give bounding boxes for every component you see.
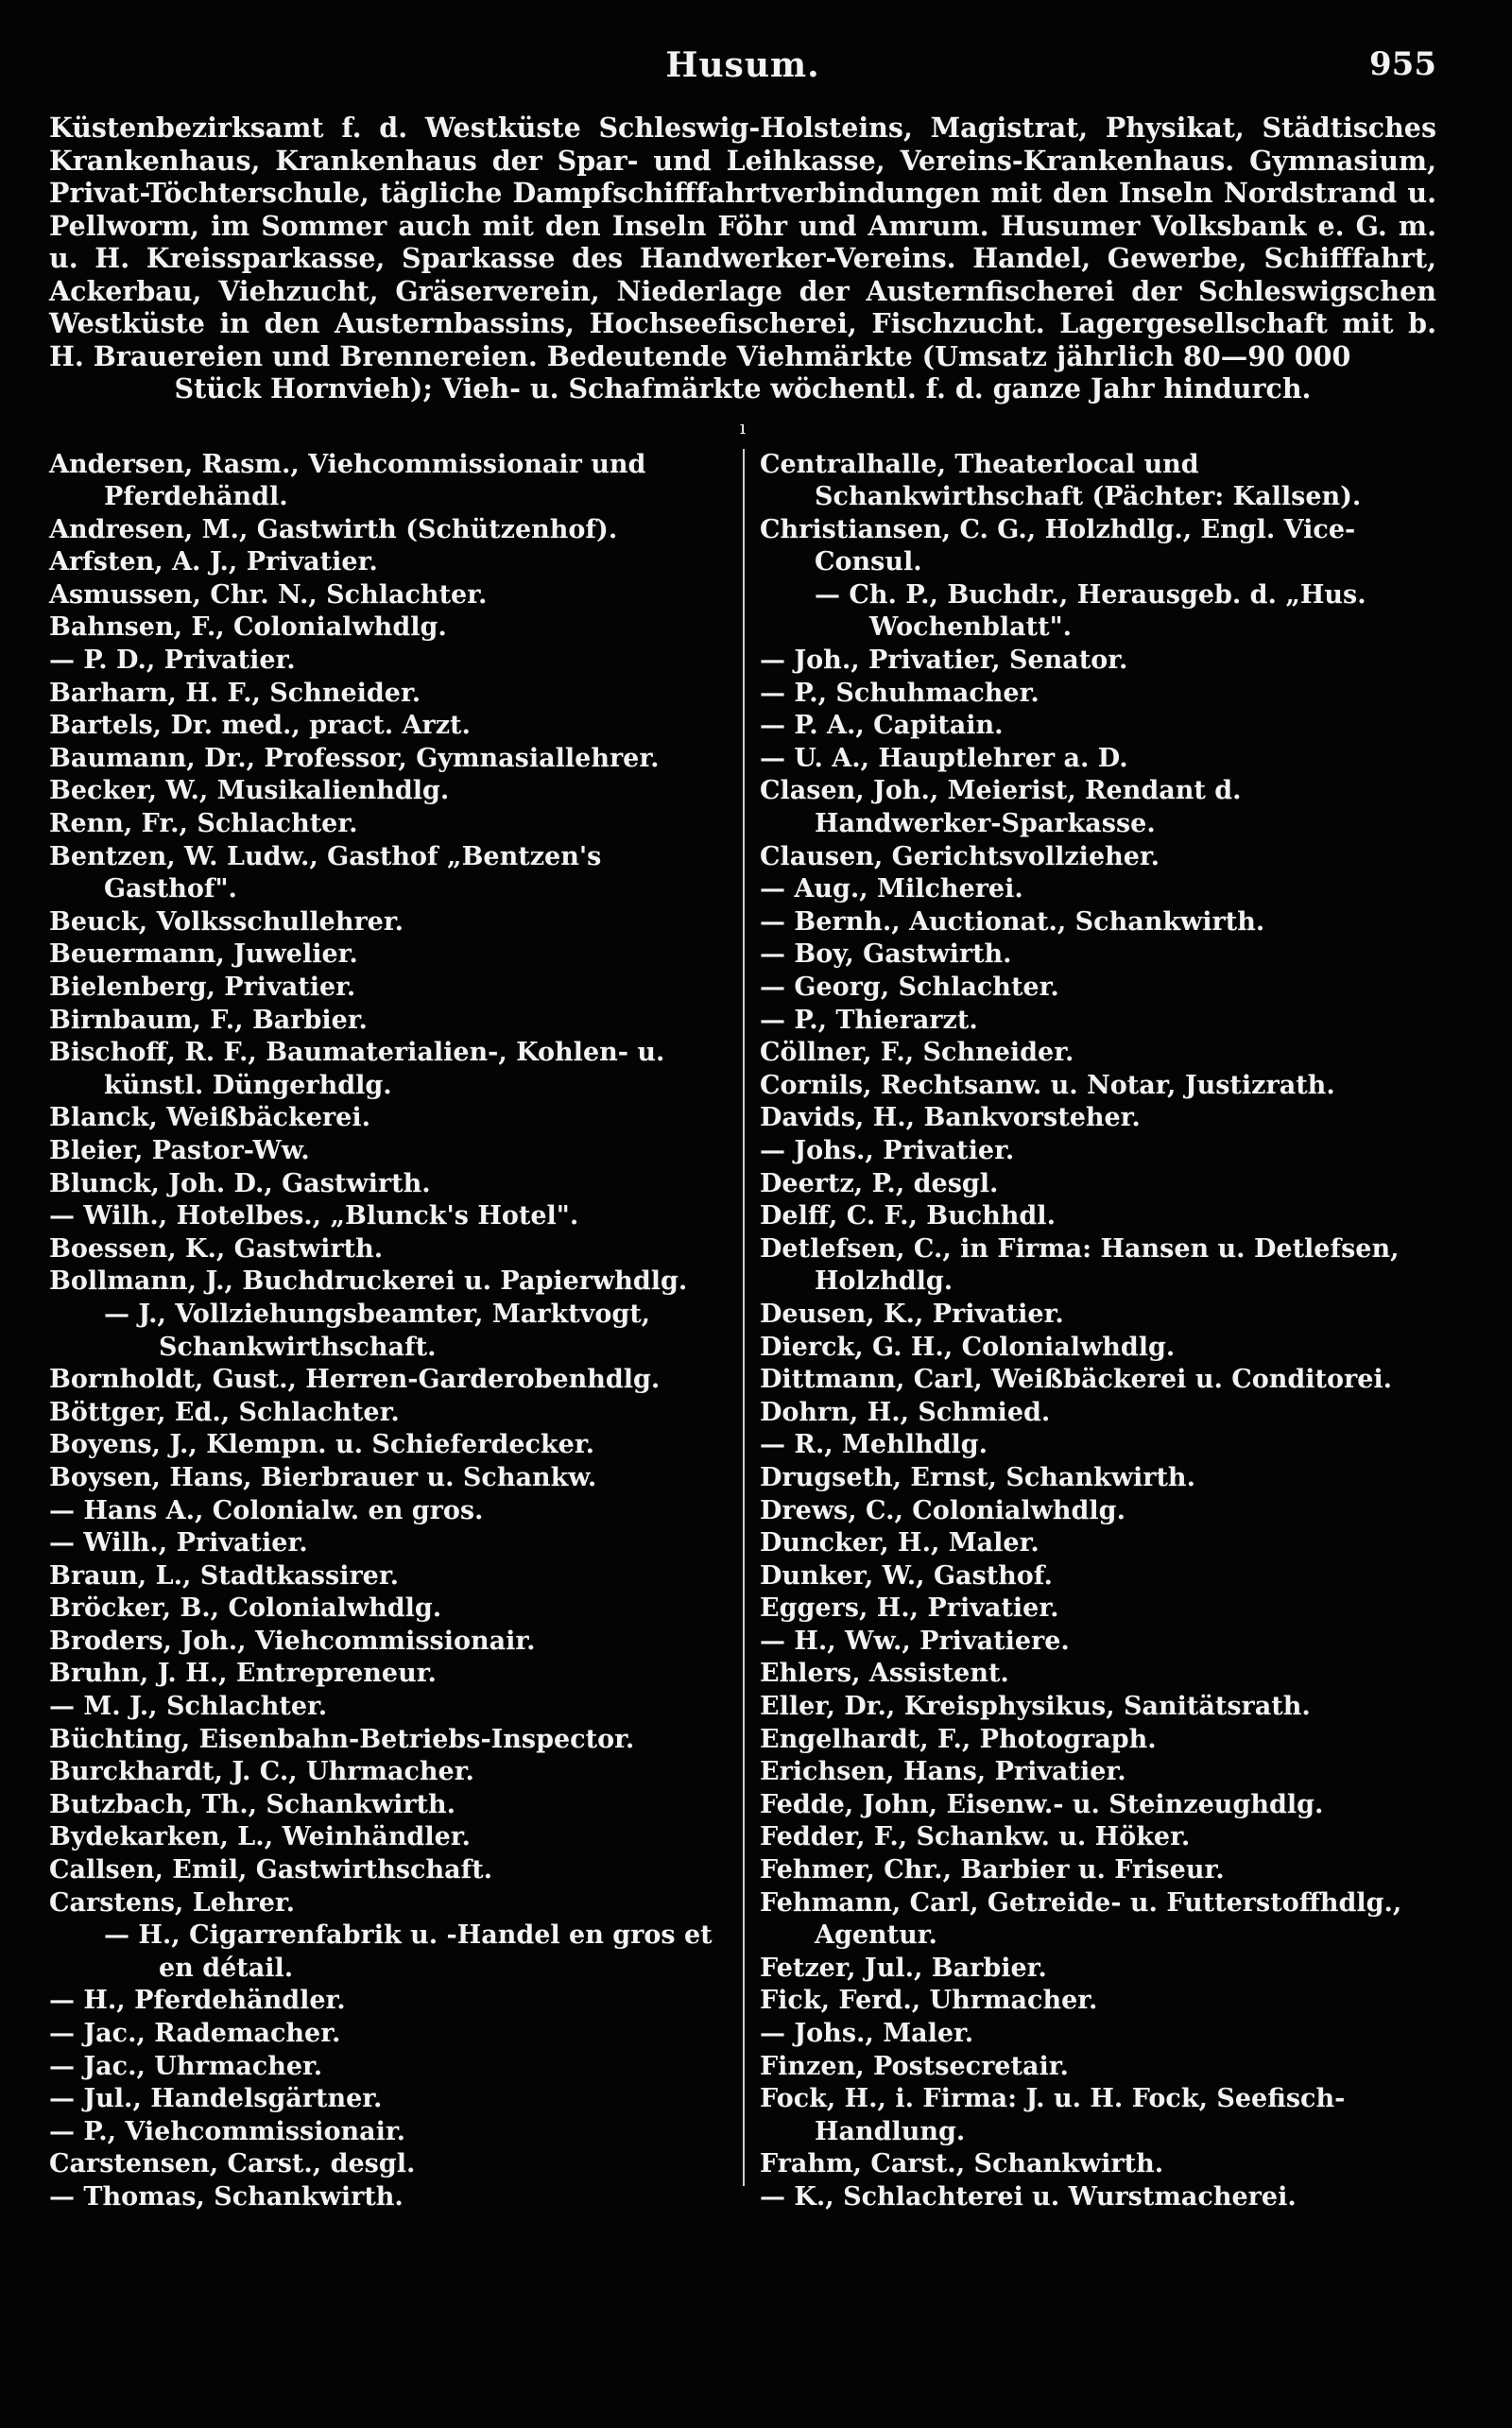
directory-entry: Birnbaum, F., Barbier. <box>49 1005 368 1035</box>
directory-entry: — Johs., Maler. <box>760 2019 974 2048</box>
directory-entry: — Jac., Uhrmacher. <box>49 2051 323 2081</box>
directory-entry: Fock, H., i. Firma: J. u. H. Fock, Seefisch-Handlung. <box>760 2084 1346 2146</box>
directory-entry: Fehmer, Chr., Barbier u. Friseur. <box>760 1855 1225 1886</box>
town-description <box>49 112 1436 405</box>
directory-entry: Bielenberg, Privatier. <box>49 973 356 1002</box>
directory-entry: Dittmann, Carl, Weißbäckerei u. Conditorei. <box>760 1365 1393 1395</box>
directory-entry: Butzbach, Th., Schankwirth. <box>49 1789 456 1819</box>
directory-entry: Deertz, P., desgl. <box>760 1168 999 1198</box>
directory-entry: — Aug., Milcherei. <box>760 874 1023 904</box>
directory-entry: Dunker, W., Gasthof. <box>760 1560 1053 1591</box>
directory-entry: Broders, Joh., Viehcommissionair. <box>49 1626 536 1656</box>
directory-entry: Becker, W., Musikalienhdlg. <box>49 776 450 806</box>
directory-entry: Drews, C., Colonialwhdlg. <box>760 1495 1125 1525</box>
directory-entry: — Georg, Schlachter. <box>760 973 1059 1002</box>
directory-entry: Fedder, F., Schankw. u. Höker. <box>760 1822 1191 1852</box>
directory-entry: Baumann, Dr., Professor, Gymnasiallehrer. <box>49 743 660 773</box>
directory-entry: — Johs., Privatier. <box>760 1135 1015 1165</box>
directory-entry: Carstens, Lehrer. <box>49 1887 296 1918</box>
directory-entry: Bartels, Dr. med., pract. Arzt. <box>49 711 471 741</box>
directory-entry: Callsen, Emil, Gastwirthschaft. <box>49 1855 493 1886</box>
directory-entry: Eller, Dr., Kreisphysikus, Sanitätsrath. <box>760 1692 1311 1722</box>
directory-entry: Christiansen, C. G., Holzhdlg., Engl. Vice-Consul. <box>760 514 1356 577</box>
directory-entry: — Jul., Handelsgärtner. <box>49 2084 383 2114</box>
directory-entry: Clasen, Joh., Meierist, Rendant d. Handwerker-Sparkasse. <box>760 776 1242 839</box>
directory-entry: — H., Cigarrenfabrik u. -Handel en gros et en détail. <box>104 1920 713 1983</box>
directory-entry: Boysen, Hans, Bierbrauer u. Schankw. <box>49 1462 597 1492</box>
section-separator: ı <box>739 415 747 439</box>
directory-entry: Eggers, H., Privatier. <box>760 1593 1059 1624</box>
directory-entry: Braun, L., Stadtkassirer. <box>49 1560 400 1591</box>
directory-entry: Blanck, Weißbäckerei. <box>49 1103 370 1133</box>
directory-entry: — Joh., Privatier, Senator. <box>760 646 1128 676</box>
directory-entry: — R., Mehlhdlg. <box>760 1430 988 1460</box>
directory-entry: Finzen, Postsecretair. <box>760 2051 1069 2081</box>
directory-entry: — P., Thierarzt. <box>760 1005 978 1035</box>
directory-entry: Barharn, H. F., Schneider. <box>49 678 421 708</box>
directory-entry: Beuermann, Juwelier. <box>49 939 358 970</box>
directory-entry: — Hans A., Colonialw. en gros. <box>49 1495 484 1525</box>
directory-entry: — M. J., Schlachter. <box>49 1692 328 1722</box>
directory-entry: Bollmann, J., Buchdruckerei u. Papierwhdlg. <box>49 1266 688 1297</box>
column-divider <box>743 449 745 2186</box>
directory-entry: Bentzen, W. Ludw., Gasthof „Bentzen's Gasthof". <box>49 841 602 904</box>
directory-entry: Ehlers, Assistent. <box>760 1659 1009 1689</box>
directory-entry: Beuck, Volksschullehrer. <box>49 906 404 937</box>
directory-entry: Andresen, M., Gastwirth (Schützenhof). <box>49 514 618 544</box>
directory-entry: Cornils, Rechtsanw. u. Notar, Justizrath. <box>760 1070 1335 1100</box>
directory-entry: Fedde, John, Eisenw.- u. Steinzeughdlg. <box>760 1789 1324 1819</box>
directory-entry: Bahnsen, F., Colonialwhdlg. <box>49 612 447 643</box>
town-description-text: Küstenbezirksamt f. d. Westküste Schleswig-Holsteins, Magistrat, Physikat, Städtisches Krankenhaus, Krankenhaus der Spar- und Leihkasse, Vereins-Krankenhaus. Gymnasium, Privat-Töchterschule, tägliche Dampfschifffahrtverbindungen mit den Inseln Nordstrand u. Pellworm, im Sommer auch mit den Inseln Föhr und Amrum. Husumer Volksbank e. G. m. u. H. Kreissparkasse, Sparkasse des Handwerker-Vereins. Handel, Gewerbe, Schifffahrt, Ackerbau, Viehzucht, Gräserverein, Niederlage der Austernfischerei der Schleswigschen Westküste in den Austernbassins, Hochseefischerei, Fischzucht. Lagergesellschaft mit b. H. Brauereien und Brennereien. Bedeutende Viehmärkte (Umsatz jährlich 80—90 000 <box>49 112 1436 372</box>
directory-entry: — P. A., Capitain. <box>760 711 1004 741</box>
directory-entry: Centralhalle, Theaterlocal und Schankwirthschaft (Pächter: Kallsen). <box>760 449 1362 512</box>
directory-entry: — Bernh., Auctionat., Schankwirth. <box>760 906 1265 937</box>
directory-entry: — U. A., Hauptlehrer a. D. <box>760 743 1128 773</box>
directory-entry: Boyens, J., Klempn. u. Schieferdecker. <box>49 1430 594 1460</box>
directory-entry: Asmussen, Chr. N., Schlachter. <box>49 579 488 610</box>
directory-entry: Fetzer, Jul., Barbier. <box>760 1953 1047 1983</box>
directory-entry: Delff, C. F., Buchhdl. <box>760 1201 1056 1231</box>
town-description-last-line: Stück Hornvieh); Vieh- u. Schafmärkte wöchentl. f. d. ganze Jahr hindurch. <box>174 372 1312 405</box>
directory-entry: Fick, Ferd., Uhrmacher. <box>760 1986 1098 2016</box>
directory-entry: Dohrn, H., Schmied. <box>760 1397 1051 1427</box>
directory-entry: — Boy, Gastwirth. <box>760 939 1012 970</box>
directory-entry: — P., Schuhmacher. <box>760 678 1040 708</box>
directory-entry: Frahm, Carst., Schankwirth. <box>760 2149 1164 2179</box>
directory-entry: — K., Schlachterei u. Wurstmacherei. <box>760 2181 1297 2212</box>
directory-entry: Renn, Fr., Schlachter. <box>49 809 358 839</box>
page-number: 955 <box>1369 45 1436 83</box>
directory-entry: — P., Viehcommissionair. <box>49 2116 406 2146</box>
directory-entry: Fehmann, Carl, Getreide- u. Futterstoffhdlg., Agentur. <box>760 1887 1402 1951</box>
directory-entry: — Ch. P., Buchdr., Herausgeb. d. „Hus. Wochenblatt". <box>815 579 1366 643</box>
directory-entry: — Thomas, Schankwirth. <box>49 2181 404 2212</box>
directory-entry: Burckhardt, J. C., Uhrmacher. <box>49 1757 474 1787</box>
directory-entry: Duncker, H., Maler. <box>760 1528 1040 1558</box>
directory-entry: — Jac., Rademacher. <box>49 2019 341 2048</box>
directory-entry: Andersen, Rasm., Viehcommissionair und Pferdehändl. <box>49 449 646 512</box>
directory-entry: Bruhn, J. H., Entrepreneur. <box>49 1659 437 1689</box>
directory-entry: Büchting, Eisenbahn-Betriebs-Inspector. <box>49 1724 635 1754</box>
directory-entry: Bleier, Pastor-Ww. <box>49 1135 310 1165</box>
page-header <box>49 38 1436 98</box>
page-title: Husum. <box>665 45 820 85</box>
directory-entry: Carstensen, Carst., desgl. <box>49 2149 416 2179</box>
directory-entry: Dierck, G. H., Colonialwhdlg. <box>760 1332 1176 1362</box>
directory-entry: Bröcker, B., Colonialwhdlg. <box>49 1593 442 1624</box>
directory-entry: — Wilh., Privatier. <box>49 1528 308 1558</box>
directory-entry: — J., Vollziehungsbeamter, Marktvogt, Schankwirthschaft. <box>104 1299 651 1362</box>
directory-entry: Engelhardt, F., Photograph. <box>760 1724 1157 1754</box>
directory-entry: Bornholdt, Gust., Herren-Garderobenhdlg. <box>49 1365 661 1395</box>
directory-entry: Clausen, Gerichtsvollzieher. <box>760 841 1160 871</box>
directory-entry: Drugseth, Ernst, Schankwirth. <box>760 1462 1195 1492</box>
directory-entry: Blunck, Joh. D., Gastwirth. <box>49 1168 431 1198</box>
directory-entry: Boessen, K., Gastwirth. <box>49 1233 384 1264</box>
left-column <box>49 449 743 2214</box>
directory-entry: — Wilh., Hotelbes., „Blunck's Hotel". <box>49 1201 579 1231</box>
directory-entry: Cöllner, F., Schneider. <box>760 1038 1074 1068</box>
directory-entry: Detlefsen, C., in Firma: Hansen u. Detlefsen, Holzhdlg. <box>760 1233 1400 1297</box>
directory-entry: Davids, H., Bankvorsteher. <box>760 1103 1141 1133</box>
directory-entry: — P. D., Privatier. <box>49 646 296 676</box>
directory-columns <box>49 449 1436 2214</box>
directory-entry: Erichsen, Hans, Privatier. <box>760 1757 1126 1787</box>
directory-entry: Bydekarken, L., Weinhändler. <box>49 1822 471 1852</box>
directory-entry: Arfsten, A. J., Privatier. <box>49 547 378 577</box>
directory-entry: — H., Pferdehändler. <box>49 1986 346 2016</box>
directory-entry: — H., Ww., Privatiere. <box>760 1626 1070 1656</box>
directory-entry: Bischoff, R. F., Baumaterialien-, Kohlen- u. künstl. Düngerhdlg. <box>49 1038 665 1100</box>
directory-entry: Böttger, Ed., Schlachter. <box>49 1397 400 1427</box>
right-column <box>743 449 1436 2214</box>
directory-entry: Deusen, K., Privatier. <box>760 1299 1064 1329</box>
